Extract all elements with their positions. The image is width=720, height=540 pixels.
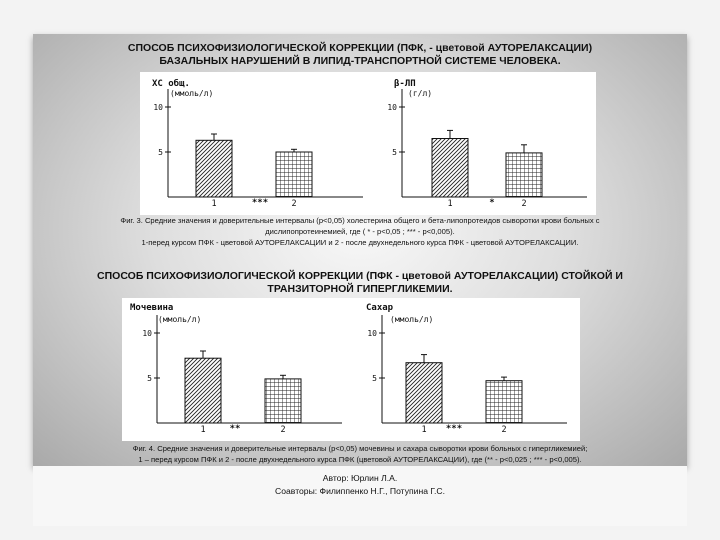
bar-2: [506, 153, 542, 197]
section2-title: [0, 270, 720, 295]
figure3-caption-line3: 1-перед курсом ПФК - цветовой АУТОРЕЛАКСАЦИИ и 2 - после двухнедельного курса ПФК - цветовой АУТОРЕЛАКСАЦИИ.: [141, 238, 579, 247]
figure3-caption: [40, 215, 680, 248]
section1-title: [0, 42, 720, 67]
bar-1: [432, 139, 468, 198]
bar-1: [406, 363, 442, 423]
section1-title-line1: СПОСОБ ПСИХОФИЗИОЛОГИЧЕСКОЙ КОРРЕКЦИИ (ПФК, - цветовой АУТОРЕЛАКСАЦИИ): [127, 42, 593, 54]
authors-block: [0, 472, 720, 497]
y-tick-label: 10: [142, 329, 152, 338]
chart-title: β-ЛП: [394, 79, 416, 89]
figure4-caption-line1: Фиг. 4. Средние значения и доверительные интервалы (p<0,05) мочевины и сахара сыворотки крови больных с гипергликемией;: [132, 444, 588, 453]
coauthors-line: Соавторы: Филиппенко Н.Г., Потупина Г.С.: [275, 485, 445, 496]
category-label: 2: [280, 425, 286, 435]
chart-panel-lipids: [140, 72, 596, 215]
y-tick-label: 5: [392, 148, 397, 157]
bar-1: [185, 358, 221, 423]
y-axis-label: (ммоль/л): [170, 89, 214, 98]
y-tick-label: 5: [158, 148, 163, 157]
figure3-caption-line1: Фиг. 3. Средние значения и доверительные интервалы (p<0,05) холестерина общего и бета-липопротеидов сыворотки крови больных с: [120, 216, 600, 225]
y-axis-label: (ммоль/л): [158, 315, 202, 324]
category-label: 1: [200, 425, 206, 435]
y-axis-label: (г/л): [408, 89, 433, 98]
category-label: 1: [211, 199, 217, 209]
bar-2: [265, 379, 301, 423]
y-tick-label: 5: [372, 374, 377, 383]
category-label: 1: [421, 425, 427, 435]
chart-svg-lipids: [140, 72, 596, 215]
significance-label: **: [229, 424, 241, 434]
significance-label: ***: [251, 198, 269, 208]
section2-title-line2: ТРАНЗИТОРНОЙ ГИПЕРГЛИКЕМИИ.: [267, 282, 453, 295]
y-axis-label: (ммоль/л): [390, 315, 434, 324]
bar-1: [196, 140, 232, 197]
figure4-caption-line2: 1 – перед курсом ПФК и 2 - после двухнедельного курса ПФК (цветовой АУТОРЕЛАКСАЦИИ), где (** - p<0,025 ; *** - p<0,005).: [138, 455, 582, 464]
bar-2: [276, 152, 312, 197]
y-tick-label: 5: [147, 374, 152, 383]
y-tick-label: 10: [153, 103, 163, 112]
y-tick-label: 10: [367, 329, 377, 338]
significance-label: *: [489, 198, 495, 208]
figure4-caption: [40, 443, 680, 465]
category-label: 2: [521, 199, 527, 209]
significance-label: ***: [445, 424, 463, 434]
author-line: Автор: Юрлин Л.А.: [322, 473, 398, 483]
bar-2: [486, 381, 522, 423]
chart-title: Мочевина: [130, 303, 174, 313]
y-tick-label: 10: [387, 103, 397, 112]
section2-title-line1: СПОСОБ ПСИХОФИЗИОЛОГИЧЕСКОЙ КОРРЕКЦИИ (ПФК - цветовой АУТОРЕЛАКСАЦИИ) СТОЙКОЙ И: [97, 270, 623, 282]
section1-title-line2: БАЗАЛЬНЫХ НАРУШЕНИЙ В ЛИПИД-ТРАНСПОРТНОЙ СИСТЕМЕ ЧЕЛОВЕКА.: [159, 54, 561, 67]
category-label: 1: [447, 199, 453, 209]
chart-title: ХС общ.: [152, 79, 190, 89]
category-label: 2: [291, 199, 297, 209]
chart-panel-glycemia: [122, 298, 580, 441]
chart-title: Сахар: [366, 303, 394, 313]
category-label: 2: [501, 425, 507, 435]
chart-svg-glycemia: [122, 298, 580, 441]
figure3-caption-line2: дислипопротеинемией, где ( * - p<0,05 ; *** - p<0,005).: [265, 227, 455, 236]
